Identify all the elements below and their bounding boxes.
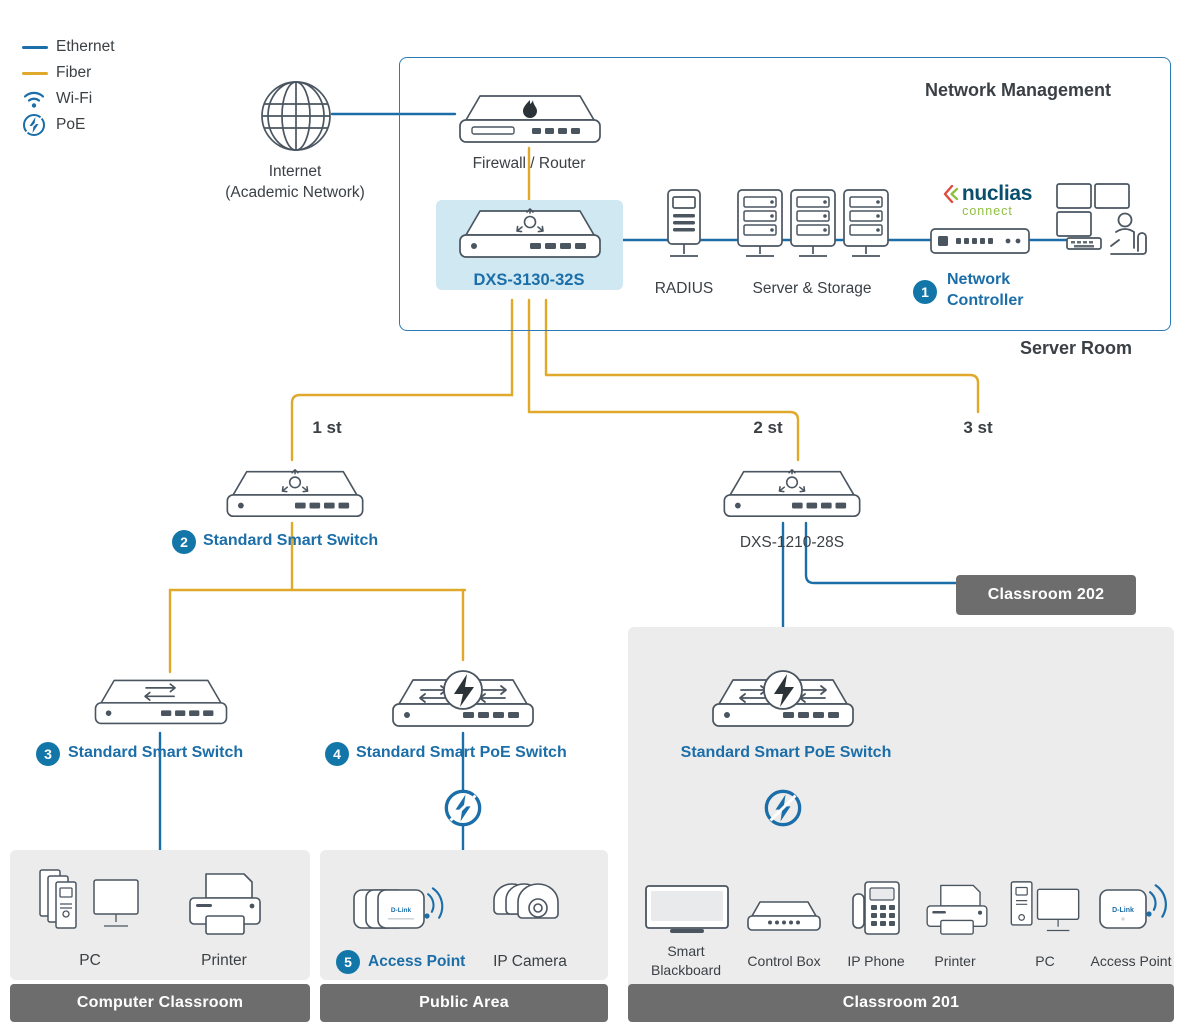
left-smart-switch-icon <box>88 672 234 730</box>
nuclias-mark-icon <box>943 185 959 203</box>
svg-text:D-Link: D-Link <box>1112 907 1134 914</box>
legend-label-poe: PoE <box>56 116 86 133</box>
firewall-router-label: Firewall / Router <box>472 155 586 172</box>
poe-icon <box>22 113 56 137</box>
smart-blackboard-label-line1: Smart <box>667 943 705 959</box>
legend-label-ethernet: Ethernet <box>56 38 115 55</box>
smart-blackboard-label-line2: Blackboard <box>650 962 722 978</box>
legend-item-ethernet <box>22 34 202 60</box>
classroom-201-bar <box>628 984 1174 1022</box>
legend-item-poe <box>22 112 202 138</box>
line-icon <box>22 72 56 75</box>
pc-left-label: PC <box>79 952 101 969</box>
nuclias-sub: connect <box>962 204 1013 218</box>
printer-left-label: Printer <box>201 952 247 969</box>
ip-camera-label: IP Camera <box>493 953 567 970</box>
classroom-202-bar <box>956 575 1136 615</box>
wifi-icon <box>22 89 56 109</box>
firewall-router-icon <box>452 88 608 148</box>
legend-label-wifi: Wi-Fi <box>56 90 93 107</box>
classroom-202-label: Classroom 202 <box>987 586 1105 603</box>
legend-item-fiber <box>22 60 202 86</box>
pc-right-label: PC <box>1035 953 1055 969</box>
legend <box>22 34 202 138</box>
nuclias-connect-logo <box>925 182 1050 218</box>
access-point-right-label: Access Point <box>1090 953 1172 969</box>
line-icon <box>22 46 56 49</box>
pc-icon <box>32 866 152 944</box>
network-controller-label-line1: Network <box>947 271 1011 288</box>
public-area-bar <box>320 984 608 1022</box>
computer-classroom-bar <box>10 984 310 1022</box>
badge-1: 1 <box>913 280 937 304</box>
floor1-switch-icon <box>219 464 371 522</box>
mid-poe-switch-label: Standard Smart PoE Switch <box>356 744 567 761</box>
radius-label: RADIUS <box>654 280 714 297</box>
right-poe-switch-label: Standard Smart PoE Switch <box>680 744 892 761</box>
internet-globe-icon <box>258 78 334 154</box>
badge-2: 2 <box>172 530 196 554</box>
access-point-icon <box>1096 876 1182 938</box>
printer-right-label: Printer <box>934 953 976 969</box>
internet-label-line2: (Academic Network) <box>225 184 365 201</box>
public-area-label: Public Area <box>419 994 509 1011</box>
legend-item-wifi <box>22 86 202 112</box>
classroom-201-label: Classroom 201 <box>842 994 960 1011</box>
badge-3: 3 <box>36 742 60 766</box>
ip-phone-icon <box>849 880 905 938</box>
right-poe-switch-icon <box>705 660 861 732</box>
pc-icon <box>1005 880 1085 938</box>
poe-icon <box>763 788 803 828</box>
badge-5: 5 <box>336 950 360 974</box>
badge-4: 4 <box>325 742 349 766</box>
network-management-title: Network Management <box>925 80 1112 100</box>
control-box-label: Control Box <box>747 953 821 969</box>
svg-text:D-Link: D-Link <box>390 907 412 914</box>
core-switch-icon <box>452 203 608 263</box>
network-controller-icon <box>930 226 1030 258</box>
computer-classroom-label: Computer Classroom <box>76 994 244 1011</box>
left-smart-switch-label: Standard Smart Switch <box>68 744 244 761</box>
floor-1-label: 1 st <box>312 418 342 437</box>
nuclias-brand: nuclias <box>961 182 1033 205</box>
floor-2-label: 2 st <box>753 418 783 437</box>
printer-icon <box>918 882 996 940</box>
core-switch-label: DXS-3130-32S <box>473 271 585 289</box>
legend-label-fiber: Fiber <box>56 64 92 81</box>
access-point-icon <box>352 880 462 940</box>
access-point-public-label: Access Point <box>368 953 466 970</box>
internet-label-line1: Internet <box>268 163 322 180</box>
floor1-switch-label: Standard Smart Switch <box>203 532 379 549</box>
radius-server-icon <box>660 188 708 266</box>
printer-icon <box>180 868 270 944</box>
server-storage-label: Server & Storage <box>752 280 872 297</box>
server-storage-icon <box>734 188 892 266</box>
server-room-label: Server Room <box>1020 338 1133 358</box>
smart-blackboard-icon <box>644 884 730 936</box>
mid-poe-switch-icon <box>385 660 541 732</box>
ip-phone-label: IP Phone <box>847 953 905 969</box>
poe-icon <box>443 788 483 828</box>
network-controller-label-line2: Controller <box>947 292 1024 309</box>
admin-workstation-icon <box>1053 180 1158 260</box>
control-box-icon <box>742 896 826 936</box>
ip-camera-icon <box>490 880 580 942</box>
floor2-switch-icon <box>716 464 868 522</box>
floor2-switch-label: DXS-1210-28S <box>739 534 845 551</box>
floor-3-label: 3 st <box>963 418 993 437</box>
